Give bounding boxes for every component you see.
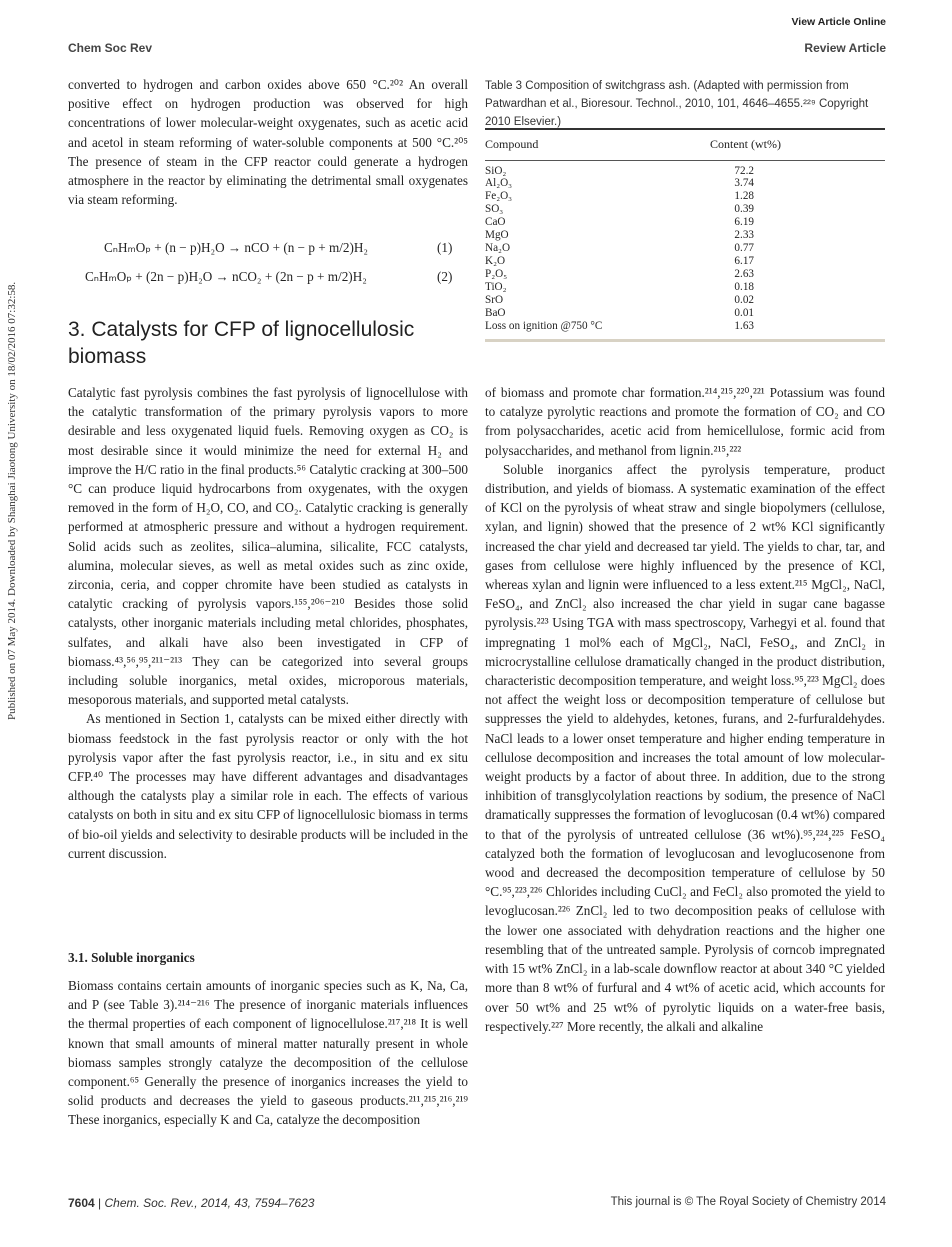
table-header-cell: Compound bbox=[485, 137, 539, 151]
table-body bbox=[485, 161, 885, 339]
right-column-text bbox=[485, 383, 885, 1036]
table-row bbox=[485, 320, 885, 333]
subsection-heading: 3.1. Soluble inorganics bbox=[68, 950, 195, 965]
view-article-online-link[interactable]: View Article Online bbox=[791, 16, 886, 28]
compound-cell: SrO bbox=[485, 294, 504, 307]
content-cell: 6.19 bbox=[734, 216, 754, 229]
footer-separator: | bbox=[98, 1196, 105, 1210]
content-cell: 6.17 bbox=[734, 255, 754, 268]
table-row bbox=[485, 307, 885, 320]
table-row bbox=[485, 255, 885, 268]
table-row bbox=[485, 203, 885, 216]
content-cell: 2.33 bbox=[734, 229, 754, 242]
compound-cell: SiO₂ bbox=[485, 164, 507, 177]
composition-table bbox=[485, 128, 885, 342]
table-row bbox=[485, 242, 885, 255]
table-row bbox=[485, 281, 885, 294]
page-footer-citation bbox=[68, 1196, 314, 1210]
table-row bbox=[485, 216, 885, 229]
download-watermark: Published on 07 May 2014. Downloaded by Shanghai Jiaotong University on 18/02/2016 07:32:58. bbox=[6, 281, 18, 720]
paragraph: As mentioned in Section 1, catalysts can be mixed either directly with biomass feedstock in the fast pyrolysis reactor or only with the hot pyrolysis vapor after the fast pyrolysis reactor, i.e., in situ and ex situ CFP.⁴⁰ The processes may have different advantages and disadvantages although the catalysts play a similar role in each. The effects of various catalysts on both in situ and ex situ CFP of lignocellulosic biomass in terms of bio-oil yields and selectivity to desirable products will be included in the current discussion. bbox=[68, 711, 468, 861]
content-cell: 0.18 bbox=[734, 281, 754, 294]
content-cell: 3.74 bbox=[734, 177, 754, 190]
copyright-notice: This journal is © The Royal Society of Chemistry 2014 bbox=[610, 1196, 886, 1208]
compound-cell: MgO bbox=[485, 229, 509, 242]
paragraph: Biomass contains certain amounts of inorganic species such as K, Na, Ca, and P (see Table 3).²¹⁴⁻²¹⁶ The presence of inorganic materials influences the thermal properties of each component of lignocellulose.²¹⁷,²¹⁸ It is well known that small amounts of mineral matter naturally present in whole biomass samples strongly catalyze the decomposition of the cellulose component.⁶⁵ Generally the presence of inorganics increases the yield to solid products and decreases the yield to gaseous products.²¹¹,²¹⁵,²¹⁶,²¹⁹ These inorganics, especially K and Ca, catalyze the decomposition bbox=[68, 978, 468, 1128]
article-type: Review Article bbox=[804, 41, 886, 55]
compound-cell: Al₂O₃ bbox=[485, 177, 513, 190]
content-cell: 0.01 bbox=[734, 306, 754, 319]
left-main-text bbox=[68, 383, 468, 863]
table-row bbox=[485, 229, 885, 242]
citation: Chem. Soc. Rev., 2014, 43, 7594–7623 bbox=[104, 1196, 315, 1210]
content-cell: 2.63 bbox=[734, 268, 754, 281]
equation-1-number: (1) bbox=[437, 240, 453, 255]
compound-cell: SO₃ bbox=[485, 203, 504, 216]
content-cell: 0.02 bbox=[734, 294, 754, 307]
equation-2-number: (2) bbox=[437, 269, 453, 284]
content-cell: 0.39 bbox=[734, 203, 754, 216]
compound-cell: Na₂O bbox=[485, 242, 511, 255]
table-caption: Table 3 Composition of switchgrass ash. (Adapted with permission from Patwardhan et al., Bioresour. Technol., 2010, 101, 4646–4655.²²⁹ Copyright 2010 Elsevier.) bbox=[485, 80, 869, 128]
equation-1: CₙHₘOₚ + (n − p)H₂O → nCO + (n − p + m/2)H₂ bbox=[104, 240, 369, 255]
intro-text: converted to hydrogen and carbon oxides above 650 °C.²⁰² An overall positive effect on hydrogen production was observed for high concentrations of lower molecular-weight oxygenates, such as acetic acid and acetol in steam reforming of water-soluble components at 500 °C.²⁰⁵ The presence of steam in the CFP reactor could generate a hydrogen atmosphere in the reactor by eliminating the detrimental small oxygenates via steam reforming. bbox=[68, 77, 468, 208]
compound-cell: Loss on ignition @750 °C bbox=[485, 319, 603, 332]
table-row bbox=[485, 165, 885, 178]
compound-cell: P₂O₅ bbox=[485, 268, 508, 281]
table-row bbox=[485, 190, 885, 203]
equation-2: CₙHₘOₚ + (2n − p)H₂O → nCO₂ + (2n − p + m/2)H₂ bbox=[85, 269, 367, 284]
table-header-cell: Content (wt%) bbox=[710, 137, 781, 151]
content-cell: 1.28 bbox=[734, 190, 754, 203]
content-cell: 72.2 bbox=[734, 164, 754, 177]
left-intro-paragraph bbox=[68, 75, 468, 209]
paragraph: of biomass and promote char formation.²¹⁴,²¹⁵,²²⁰,²²¹ Potassium was found to catalyze pyrolytic reactions and promote the formation of CO₂ and CO from polysaccharides, acetic acid from hemicellulose, formic acid from polysaccharides, and methanol from lignin.²¹⁵,²²² bbox=[485, 385, 885, 458]
compound-cell: Fe₂O₃ bbox=[485, 190, 513, 203]
compound-cell: K₂O bbox=[485, 255, 506, 268]
left-bottom-text bbox=[68, 976, 468, 1130]
content-cell: 1.63 bbox=[734, 319, 754, 332]
compound-cell: CaO bbox=[485, 216, 506, 229]
paragraph: Soluble inorganics affect the pyrolysis temperature, product distribution, and yields of biomass. A systematic examination of the effect of KCl on the pyrolysis of wheat straw and single biopolymers (cellulose, xylan, and lignin) showed that the presence of 2 wt% KCl significantly increased the char yield and decreased tar yield. The yields to char, tar, and gases from cellulose were highly influenced by the presence of KCl, whereas xylan and lignin were influenced to a less extent.²¹⁵ MgCl₂, NaCl, FeSO₄, and ZnCl₂ also increased the char yield in sugar cane bagasse pyrolysis.²²³ Using TGA with mass spectroscopy, Varhegyi et al. found that impregnating 1 mol% each of MgCl₂, NaCl, FeSO₄, and ZnCl₂ in microcrystalline cellulose dramatically changed in the product distribution, characteristic decomposition temperature, and weight loss.⁹⁵,²²³ MgCl₂ does not affect the weight loss or decomposition temperature of cellulose but suppresses the yield to aldehydes, ketones, furans, and 2-furfuraldehydes. NaCl leads to a lower onset temperature and higher ending temperature in cellulose decomposition and increases the total amount of low molecular-weight products by a factor of about three. In addition, due to the strong inhibition of transglycolylation reactions by sodium, the presence of NaCl dramatically suppresses the formation of levoglucosan (0.4 wt%) compared to that of the pyrolysis of untreated cellulose (36 wt%).⁹⁵,²²⁴,²²⁵ FeSO₄ catalyzed both the formation of levoglucosan and levoglucosenone from wood and decreased the decomposition temperature of cellulose by 50 °C.⁹⁵,²²³,²²⁶ Chlorides including CuCl₂ and FeCl₂ also promoted the yield to levoglucosan.²²⁶ ZnCl₂ led to two decomposition peaks of cellulose with the lower one associated with dehydration reactions and the higher one resembling that of the untreated sample. Pyrolysis of corncob impregnated with 15 wt% ZnCl₂ in a lab-scale downflow reactor at about 340 °C yielded more than 8 wt% of furfural and 4 wt% of acetic acid, which accounts for over 50 wt% and 25 wt% of pyrolytic liquids on a water-free basis, respectively.²²⁷ More recently, the alkali and alkaline bbox=[485, 461, 885, 1034]
journal-name: Chem Soc Rev bbox=[68, 41, 153, 55]
table-row bbox=[485, 294, 885, 307]
page-number: 7604 bbox=[68, 1196, 95, 1210]
table-header-row bbox=[485, 130, 885, 160]
compound-cell: TiO₂ bbox=[485, 281, 507, 294]
table-bottom-rule bbox=[485, 339, 885, 342]
table-row bbox=[485, 177, 885, 190]
section-heading: 3. Catalysts for CFP of lignocellulosic biomass bbox=[68, 318, 415, 368]
content-cell: 0.77 bbox=[734, 242, 754, 255]
paragraph: Catalytic fast pyrolysis combines the fast pyrolysis of lignocellulose with the catalytic transformation of the primary pyrolysis vapors to more desirable and less oxygenated liquid fuels. Removing oxygen as CO₂ is most desirable since it would minimize the need for external H₂ and improve the H/C ratio in the final products.⁵⁶ Catalytic cracking at 300–500 °C can produce liquid hydrocarbons from oxygenates, with the oxygen removed in the form of H₂O, CO, and CO₂. Catalytic cracking is generally performed at atmospheric pressure and without a hydrogen requirement. Solid acids such as zeolites, silica–alumina, silicalite, FCC catalysts, alumina, molecular sieves, as well as metal oxides such as zinc oxide, zirconia, ceria, and copper chromite have been studied as catalysts in catalytic cracking of pyrolysis vapors.¹⁵⁵,²⁰⁶⁻²¹⁰ Besides those solid catalysts, other inorganic materials including metal chlorides, phosphates, sulfates, and alkali have also been investigated in CFP of biomass.⁴³,⁵⁶,⁹⁵,²¹¹⁻²¹³ They can be categorized into several groups including soluble inorganics, metal oxides, microporous materials, mesoporous materials, and supported metal catalysts. bbox=[68, 385, 468, 708]
compound-cell: BaO bbox=[485, 306, 506, 319]
table-row bbox=[485, 268, 885, 281]
